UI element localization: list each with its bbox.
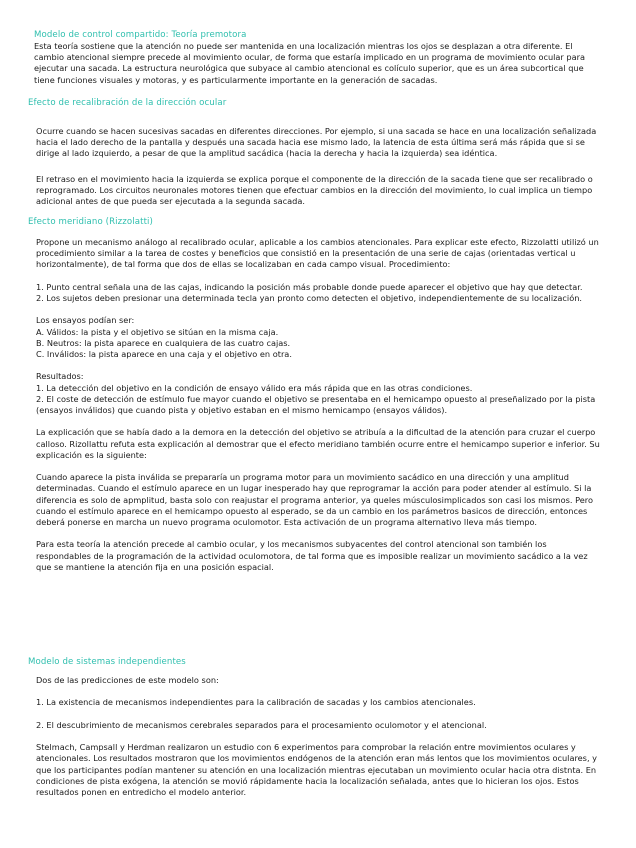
section-title-efecto-meridiano: Efecto meridiano (Rizzolatti) bbox=[28, 217, 153, 227]
paragraph-gap bbox=[36, 528, 602, 539]
section-paragraph: 1. La existencia de mecanismos independientes para la calibración de sacadas y los cambios atencionales. bbox=[36, 697, 476, 708]
section-title-control-compartido: Modelo de control compartido: Teoría premotora bbox=[34, 30, 247, 40]
paragraph-gap bbox=[36, 731, 602, 742]
paragraph-gap bbox=[36, 461, 602, 472]
section-paragraph: Stelmach, Campsall y Herdman realizaron un estudio con 6 experimentos para comprobar la relación entre movimientos oculares y atencionales. Los resultados mostraron que los movimientos endógenos de la atención eran más lentos que los movimientos oculares, y que los participantes podían mantener su atención en una localización mientras ejecutaban un movimiento ocular hacia otra distnta. En condiciones de pista exógena, la atención se movió rápidamente hacia la localización señalada, antes que lo hicieran los ojos. Estos resultados ponen en entredicho el modelo anterior. bbox=[36, 742, 597, 797]
paragraph-gap bbox=[36, 304, 602, 315]
section-paragraph: El retraso en el movimiento hacia la izquierda se explica porque el componente de la dirección de la sacada tiene que ser recalibrado o reprogramado. Los circuitos neuronales motores tienen que efectuar cambios en la dirección del movimiento, lo cual implica un tiempo adicional antes de que pueda ser ejecutada a la segunda sacada. bbox=[36, 174, 593, 207]
paragraph-gap bbox=[36, 686, 602, 697]
section-paragraph: Cuando aparece la pista inválida se prepararía un programa motor para un movimiento sacádico en una dirección y una amplitud determinadas. Cuando el estímulo aparece en un lugar inesperado hay que reprogramar la acción para poder atender al estímulo. Si la diferencia es solo de apmplitud, basta solo con reajustar el programa anterior, ya queles músculosimplicados son casi los mismos. Pero cuando el estímulo aparece en el hemicampo opuesto al esperado, se da un cambio en los parámetros basicos de dirección, entonces deberá ponerse en marcha un nuevo programa oculomotor. Esta activación de un programa alternativo lleva más tiempo. bbox=[36, 472, 594, 527]
section-title-recalibracion: Efecto de recalibración de la dirección ocular bbox=[28, 98, 227, 108]
section-paragraph: 1. Punto central señala una de las cajas, indicando la posición más probable donde puede aparecer el objetivo que hay que detectar. bbox=[36, 281, 583, 292]
section-paragraph: 2. Los sujetos deben presionar una determinada tecla yan pronto como detecten el objetivo, independientemente de su localización. bbox=[36, 293, 583, 303]
section-title-sistemas-independientes: Modelo de sistemas independientes bbox=[28, 657, 186, 667]
section-paragraph: La explicación que se había dado a la demora en la detección del objetivo se atribuía a la dificultad de la atención para cruzar el cuerpo calloso. Rizollattu refuta esta explicación al demostrar que el efecto meridiano también ocurre entre el hemicampo superior e inferior. Su explicación es la siguiente: bbox=[36, 427, 600, 460]
section-paragraph: 2. El descubrimiento de mecanismos cerebrales separados para el procesamiento oculomotor y el atencional. bbox=[36, 719, 487, 730]
section-paragraph: Dos de las predicciones de este modelo son: bbox=[36, 675, 219, 685]
section-paragraph: Para esta teoría la atención precede al cambio ocular, y los mecanismos subyacentes del control atencional son también los respondables de la programación de la actividad oculomotora, de tal forma que es imposible realizar un movimiento sacádico a la vez que se mantiene la atención fija en una posición espacial. bbox=[36, 539, 588, 572]
section-paragraph: Resultados: bbox=[36, 371, 84, 382]
paragraph-gap bbox=[36, 709, 602, 720]
section-paragraph: Propone un mecanismo análogo al recalibrado ocular, aplicable a los cambios atencionales. Para explicar este efecto, Rizzolatti utilizó un procedimiento similar a la tarea de costes y beneficios que consistió en la presentación de una serie de cajas (orientadas vertical u horizontalmente), de tal forma que dos de ellas se localizaban en cada campo visual. Procedimiento: bbox=[36, 237, 599, 270]
section-body-efecto-meridiano bbox=[36, 237, 602, 573]
paragraph-gap bbox=[36, 360, 602, 371]
section-paragraph: Esta teoría sostiene que la atención no puede ser mantenida en una localización mientras los ojos se desplazan a otra diferente. El cambio atencional siempre precede al movimiento ocular, de forma que estaría implicado en un programa de movimiento ocular para ejecutar una sacada. La estructura neurológica que subyace al cambio atencional es colículo superior, que es un área subcortical que tiene funciones visuales y motoras, y es particularmente importante en la generación de sacadas. bbox=[34, 41, 586, 85]
section-paragraph: Los ensayos podían ser: bbox=[36, 315, 135, 326]
section-paragraph: A. Válidos: la pista y el objetivo se sitúan en la misma caja. bbox=[36, 326, 279, 337]
section-paragraph: 1. La detección del objetivo en la condición de ensayo válido era más rápida que en las otras condiciones. bbox=[36, 382, 473, 393]
paragraph-gap bbox=[36, 271, 602, 282]
section-paragraph: C. Inválidos: la pista aparece en una caja y el objetivo en otra. bbox=[36, 349, 292, 359]
section-paragraph: B. Neutros: la pista aparece en cualquiera de las cuatro cajas. bbox=[36, 337, 291, 348]
section-body-sistemas-independientes bbox=[36, 675, 602, 798]
paragraph-gap bbox=[36, 416, 602, 427]
section-paragraph: Ocurre cuando se hacen sucesivas sacadas en diferentes direcciones. Por ejemplo, si una sacada se hace en una localización señalizada hacia el lado derecho de la pantalla y después una sacada hacia ese mismo lado, la latencia de esta última será más rápida que si se dirige al lado izquierdo, a pesar de que la amplitud sacádica (hacia la derecha y hacia la izquierda) sea idéntica. bbox=[36, 126, 597, 159]
section-paragraph: 2. El coste de detección de estímulo fue mayor cuando el objetivo se presentaba en el hemicampo opuesto al preseñalizado por la pista (ensayos inválidos) que cuando pista y objetivo estaban en el mismo hemicampo (ensayos válidos). bbox=[36, 393, 596, 415]
